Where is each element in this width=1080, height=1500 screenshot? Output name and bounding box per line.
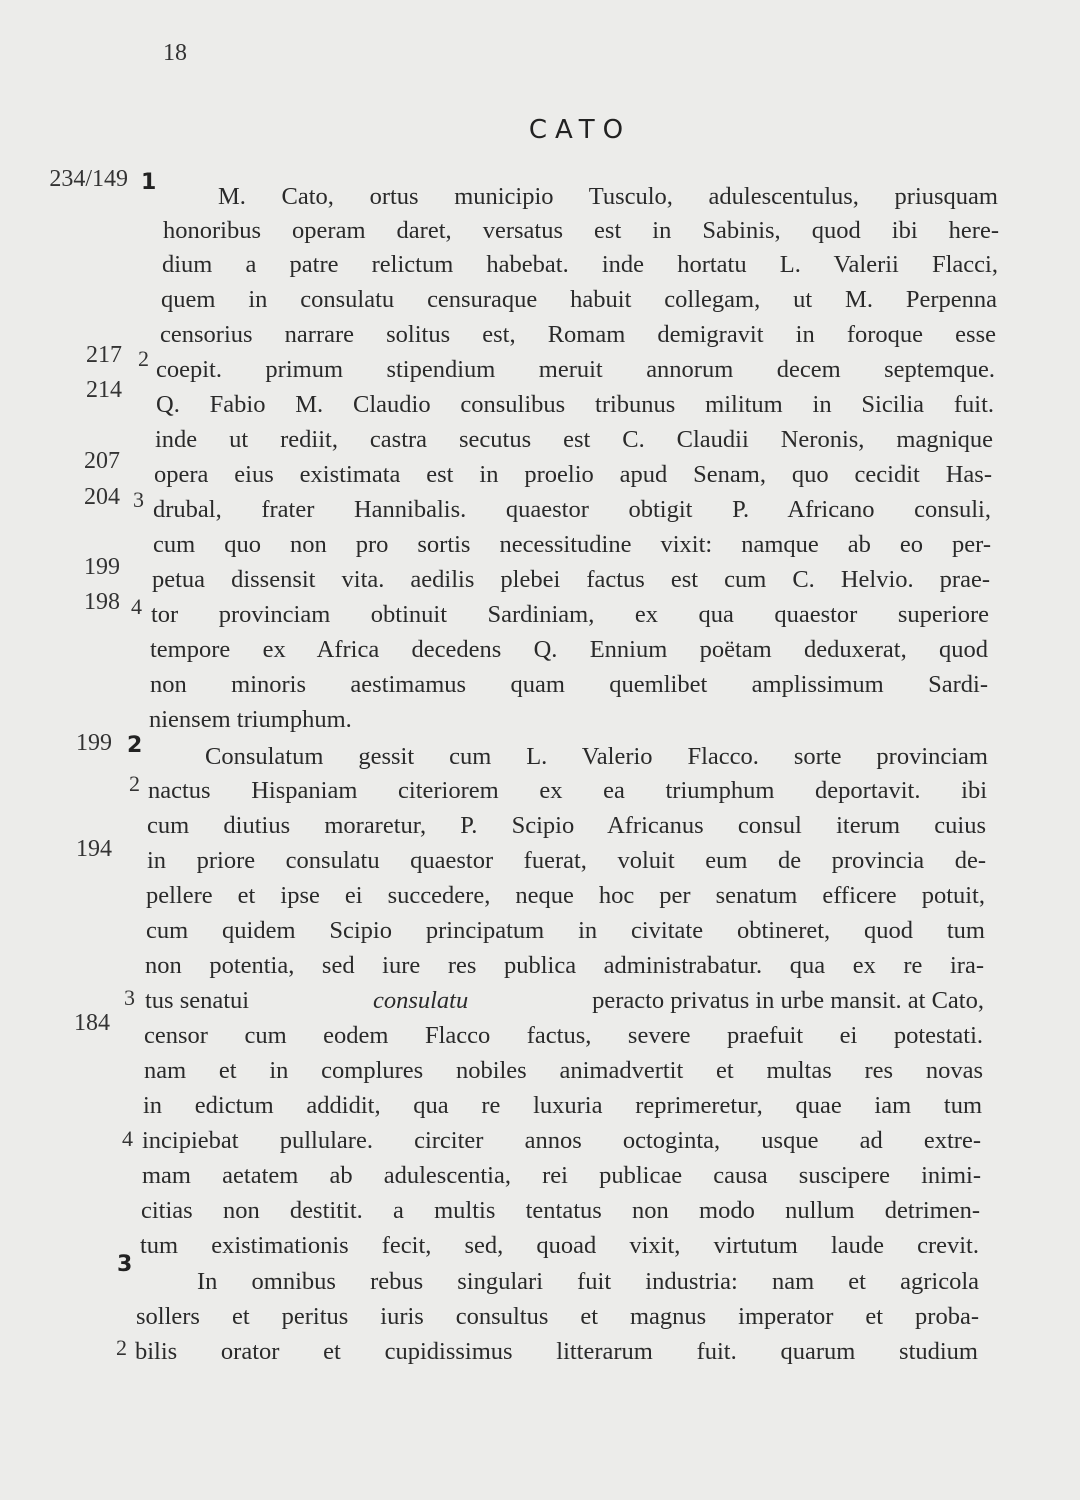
text-line: tum existimationis fecit, sed, quoad vixit, virtutum laude crevit.	[140, 1232, 979, 1259]
section-number: 2	[129, 771, 140, 796]
margin-year: 207	[84, 448, 120, 474]
margin-year: 214	[86, 377, 122, 403]
chapter-number: 3	[117, 1252, 133, 1277]
text-line: cum diutius moraretur, P. Scipio Africanus consul iterum cuius	[147, 812, 986, 839]
section-number: 2	[138, 346, 149, 371]
text-line: non potentia, sed iure res publica administrabatur. qua ex re ira-	[145, 952, 984, 979]
margin-year: 217	[86, 342, 122, 368]
text-segment: peracto privatus in urbe mansit. at Cato,	[592, 987, 984, 1014]
text-line: Consulatum gessit cum L. Valerio Flacco. sorte provinciam	[205, 743, 988, 770]
text-line: petua dissensit vita. aedilis plebei factus est cum C. Helvio. prae-	[152, 566, 990, 593]
text-line: censor cum eodem Flacco factus, severe praefuit ei potestati.	[144, 1022, 983, 1049]
text-line: niensem triumphum.	[149, 706, 352, 733]
margin-year: 194	[76, 836, 112, 862]
section-number: 2	[116, 1335, 127, 1360]
text-line: nactus Hispaniam citeriorem ex ea triumphum deportavit. ibi	[148, 777, 987, 804]
italic-word: consulatu	[372, 987, 469, 1014]
margin-year: 184	[74, 1010, 110, 1036]
text-line: nam et in complures nobiles animadvertit et multas res novas	[144, 1057, 983, 1084]
text-line: drubal, frater Hannibalis. quaestor obtigit P. Africano consuli,	[153, 496, 991, 523]
text-line: M. Cato, ortus municipio Tusculo, adulescentulus, priusquam	[218, 183, 998, 210]
text-line: cum quidem Scipio principatum in civitate obtineret, quod tum	[146, 917, 985, 944]
text-line: In omnibus rebus singulari fuit industria: nam et agricola	[197, 1268, 979, 1295]
text-line: tor provinciam obtinuit Sardiniam, ex qua quaestor superiore	[151, 601, 989, 628]
section-number: 3	[133, 487, 144, 512]
text-line: honoribus operam daret, versatus est in Sabinis, quod ibi here-	[163, 217, 999, 244]
text-line: Q. Fabio M. Claudio consulibus tribunus militum in Sicilia fuit.	[156, 391, 994, 418]
section-number: 3	[124, 985, 135, 1010]
text-line: tempore ex Africa decedens Q. Ennium poëtam deduxerat, quod	[150, 636, 988, 663]
text-segment: tus senatui	[145, 987, 250, 1014]
text-line: coepit. primum stipendium meruit annorum decem septemque.	[156, 356, 995, 383]
section-number: 4	[122, 1126, 133, 1151]
page-title: CATO	[528, 115, 632, 145]
text-line-italic	[145, 984, 984, 1018]
text-line: inde ut rediit, castra secutus est C. Claudii Neronis, magnique	[155, 426, 993, 453]
text-line: incipiebat pullulare. circiter annos octoginta, usque ad extre-	[142, 1127, 981, 1154]
text-line: dium a patre relictum habebat. inde hortatu L. Valerii Flacci,	[162, 251, 998, 278]
text-line: in edictum addidit, qua re luxuria reprimeretur, quae iam tum	[143, 1092, 982, 1119]
text-line: sollers et peritus iuris consultus et magnus imperator et proba-	[136, 1303, 979, 1330]
section-number: 4	[131, 594, 142, 619]
margin-year: 234/149	[49, 166, 128, 192]
margin-year: 199	[84, 554, 120, 580]
margin-year: 204	[84, 484, 120, 510]
chapter-number: 1	[141, 170, 157, 195]
margin-year: 199	[76, 730, 112, 756]
text-line: mam aetatem ab adulescentia, rei publicae causa suscipere inimi-	[142, 1162, 981, 1189]
page-number: 18	[163, 40, 187, 66]
chapter-number: 2	[127, 733, 143, 758]
text-line: non minoris aestimamus quam quemlibet amplissimum Sardi-	[150, 671, 988, 698]
text-line: quem in consulatu censuraque habuit collegam, ut M. Perpenna	[161, 286, 997, 313]
text-line: pellere et ipse ei succedere, neque hoc per senatum efficere potuit,	[146, 882, 985, 909]
text-line: in priore consulatu quaestor fuerat, voluit eum de provincia de-	[147, 847, 986, 874]
margin-year: 198	[84, 589, 120, 615]
text-line: bilis orator et cupidissimus litterarum fuit. quarum studium	[135, 1338, 978, 1365]
text-line: cum quo non pro sortis necessitudine vixit: namque ab eo per-	[153, 531, 991, 558]
text-line: citias non destitit. a multis tentatus non modo nullum detrimen-	[141, 1197, 980, 1224]
text-line: opera eius existimata est in proelio apud Senam, quo cecidit Has-	[154, 461, 992, 488]
text-line: censorius narrare solitus est, Romam demigravit in foroque esse	[160, 321, 996, 348]
